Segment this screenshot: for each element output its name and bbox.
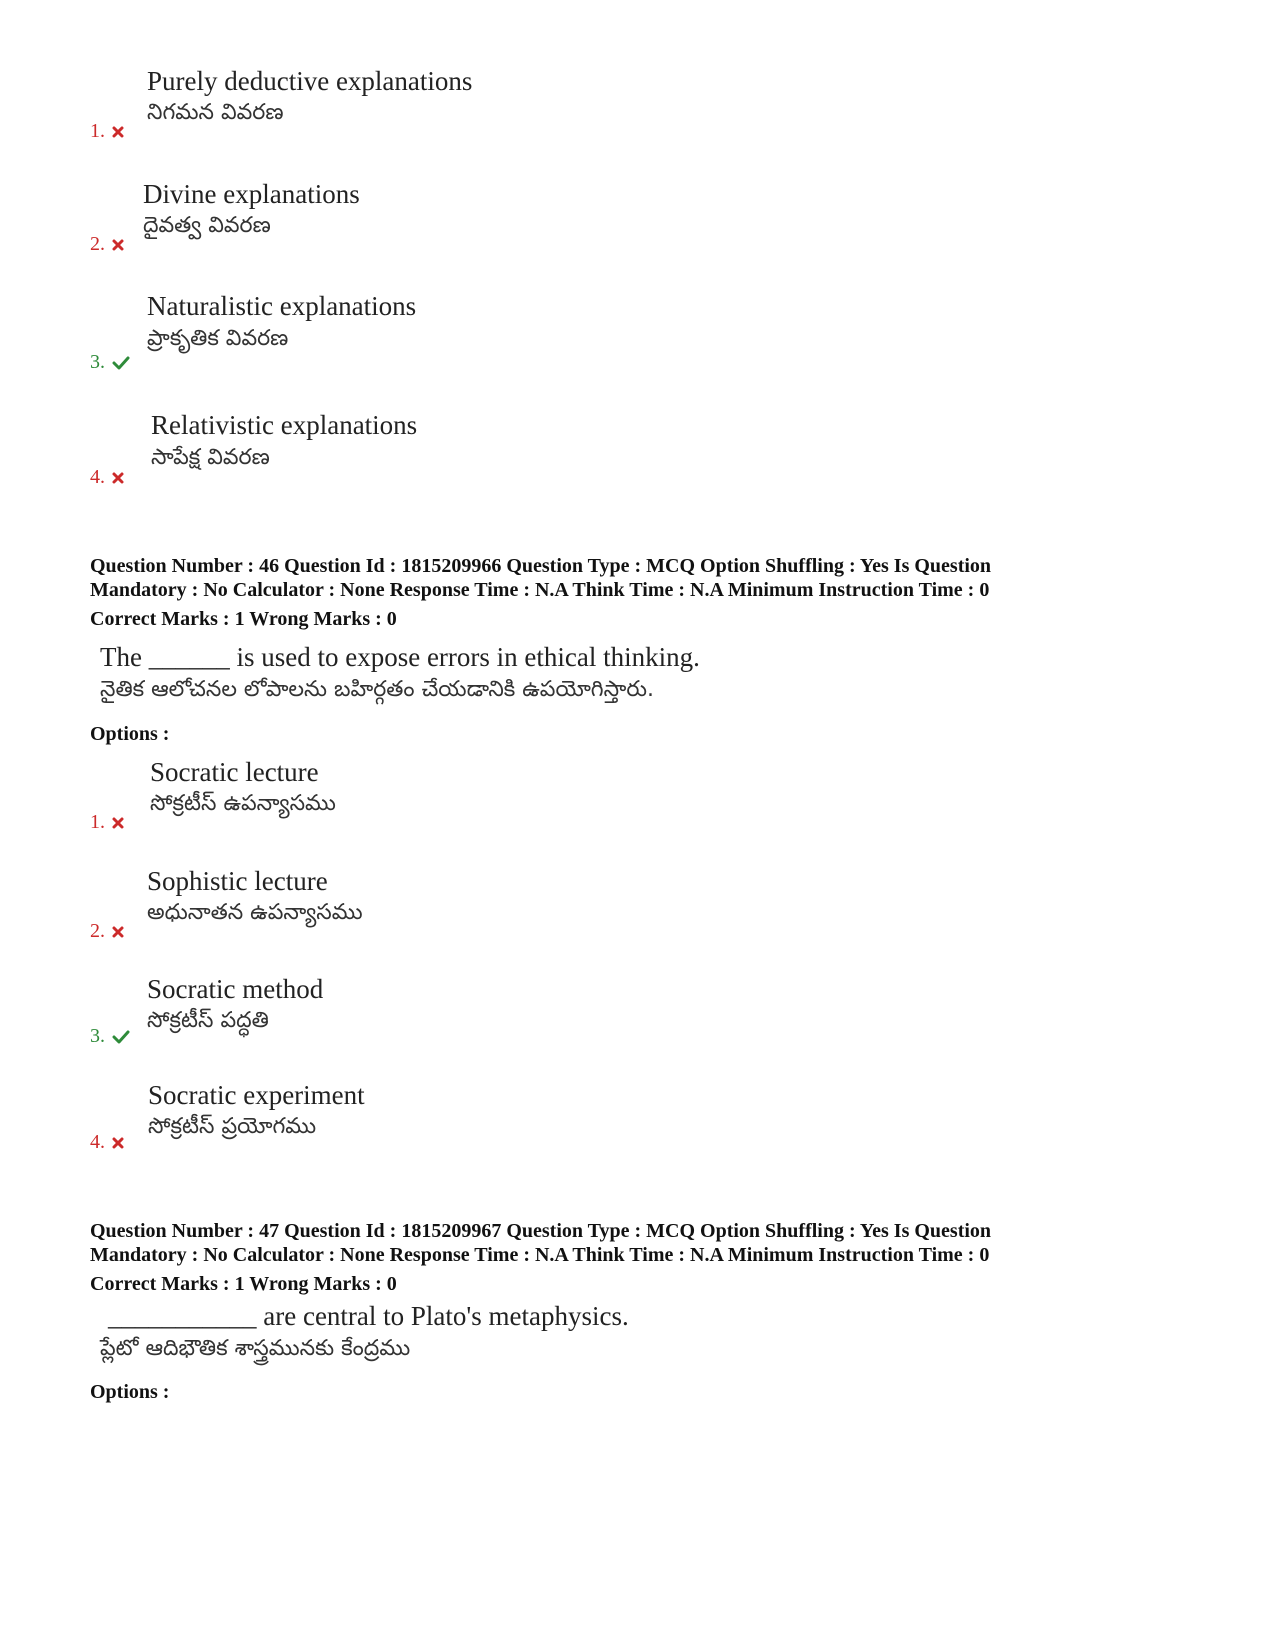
cross-icon (111, 238, 125, 252)
prev-option-1-text-te: నిగమన వివరణ (147, 100, 284, 125)
q46-question-text-en: The ______ is used to expose errors in ethical thinking. (100, 642, 700, 672)
check-icon (111, 1030, 131, 1044)
q47-question-text-en: ___________ are central to Plato's metaphysics. (108, 1301, 629, 1331)
prev-option-1-text-en: Purely deductive explanations (147, 66, 473, 96)
q46-option-4-number (90, 1131, 125, 1154)
prev-option-2-text-te: దైవత్వ వివరణ (143, 213, 271, 238)
prev-option-3-number (90, 351, 131, 374)
cross-icon (111, 125, 125, 139)
option-number-label: 2. (90, 233, 105, 255)
q47-meta-line-1: Question Number : 47 Question Id : 1815209967 Question Type : MCQ Option Shuffling : Yes Is Question (90, 1220, 992, 1242)
q46-meta-line-1: Question Number : 46 Question Id : 1815209966 Question Type : MCQ Option Shuffling : Yes Is Question (90, 555, 992, 577)
q46-question-text-te: నైతిక ఆలోచనల లోపాలను బహిర్గతం చేయడానికి ఉపయోగిస్తారు. (100, 677, 654, 702)
q46-options-label: Options : (90, 723, 170, 745)
q46-option-1-text-te: సోక్రటీస్ ఉపన్యాసము (150, 791, 336, 816)
prev-option-1-number (90, 120, 125, 143)
q46-option-2-text-te: అధునాతన ఉపన్యాసము (147, 900, 363, 925)
prev-option-4-number (90, 466, 125, 489)
q47-marks-line: Correct Marks : 1 Wrong Marks : 0 (90, 1273, 397, 1295)
q46-option-1-text-en: Socratic lecture (150, 757, 319, 787)
q47-question-text-te: ప్లేటో ఆదిభౌతిక శాస్త్రమునకు కేంద్రము (100, 1336, 411, 1361)
cross-icon (111, 925, 125, 939)
cross-icon (111, 816, 125, 830)
prev-option-3-text-te: ప్రాకృతిక వివరణ (147, 326, 289, 351)
q46-option-4-text-en: Socratic experiment (148, 1080, 365, 1110)
option-number-label: 3. (90, 1025, 105, 1047)
cross-icon (111, 1136, 125, 1150)
q47-options-label: Options : (90, 1381, 170, 1403)
q46-option-1-number (90, 811, 125, 834)
q46-option-3-text-en: Socratic method (147, 974, 324, 1004)
cross-icon (111, 471, 125, 485)
prev-option-2-text-en: Divine explanations (143, 179, 360, 209)
q46-marks-line: Correct Marks : 1 Wrong Marks : 0 (90, 608, 397, 630)
q46-option-3-number (90, 1025, 131, 1048)
q47-meta-line-2: Mandatory : No Calculator : None Response Time : N.A Think Time : N.A Minimum Instruction Time : 0 (90, 1244, 990, 1266)
option-number-label: 4. (90, 466, 105, 488)
q46-option-3-text-te: సోక్రటీస్ పద్ధతి (147, 1008, 269, 1033)
prev-option-3-text-en: Naturalistic explanations (147, 291, 417, 321)
option-number-label: 2. (90, 920, 105, 942)
prev-option-4-text-en: Relativistic explanations (151, 410, 418, 440)
q46-meta-line-2: Mandatory : No Calculator : None Response Time : N.A Think Time : N.A Minimum Instruction Time : 0 (90, 579, 990, 601)
q46-option-2-text-en: Sophistic lecture (147, 866, 328, 896)
option-number-label: 1. (90, 811, 105, 833)
option-number-label: 3. (90, 351, 105, 373)
prev-option-2-number (90, 233, 125, 256)
q46-option-4-text-te: సోక్రటీస్ ప్రయోగము (148, 1114, 317, 1139)
option-number-label: 4. (90, 1131, 105, 1153)
q46-option-2-number (90, 920, 125, 943)
prev-option-4-text-te: సాపేక్ష వివరణ (151, 445, 270, 470)
check-icon (111, 356, 131, 370)
option-number-label: 1. (90, 120, 105, 142)
